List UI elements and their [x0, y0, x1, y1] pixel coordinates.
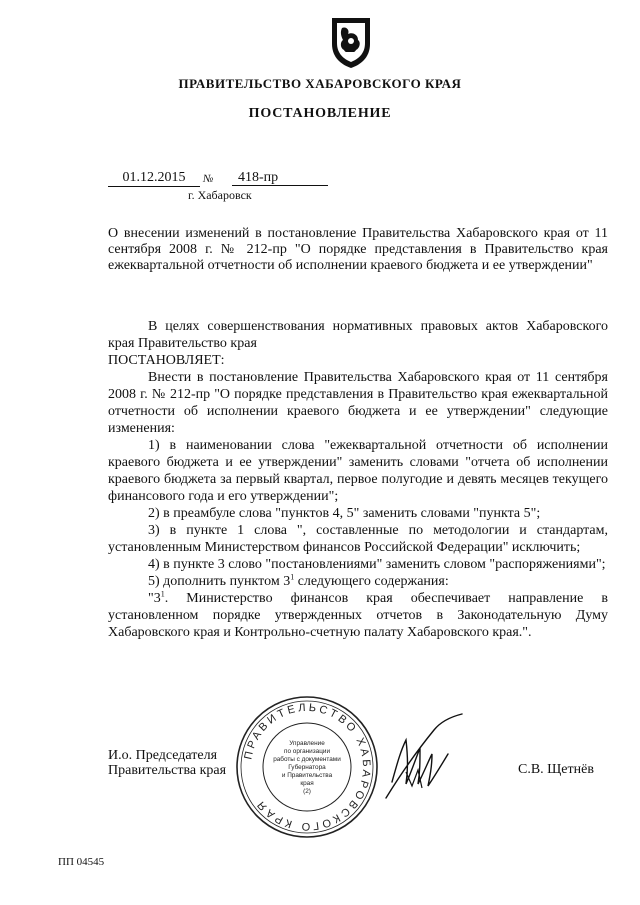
number-sign: №: [203, 173, 214, 185]
signatory-title: [108, 748, 226, 778]
signatory-title-line1: И.о. Председателя: [108, 748, 218, 763]
preamble: В целях совершенствования нормативных правовых актов Хабаровского края Правительство края: [108, 319, 608, 351]
item-2: 2) в преамбуле слова "пунктов 4, 5" заменить словами "пункта 5";: [148, 506, 541, 521]
item-3: 3) в пункте 1 слова ", составленные по методологии и стандартам, установленным Министерством финансов Российской Федерации" исключить;: [108, 523, 608, 555]
signatory-title-line2: Правительства края: [108, 763, 227, 778]
seal-inner-line: работы с документами: [273, 756, 341, 763]
seal-inner-line: и Правительства: [281, 772, 333, 779]
city: г. Хабаровск: [188, 188, 252, 202]
seal-inner-line: (2): [303, 788, 311, 795]
quote-post: . Министерство финансов края обеспечивает направление в установленном порядке утвержденных отчетов в Законодательную Думу Хабаровского края и Контрольно-счетную палату Хабаровского края.".: [108, 591, 608, 640]
item-5-pre: 5) дополнить пунктом 3: [148, 574, 291, 589]
quote-pre: "3: [148, 591, 161, 606]
coat-of-arms-icon: [328, 14, 374, 70]
seal-inner-line: Губернатора: [288, 764, 326, 771]
document-body: [108, 318, 608, 641]
document-subject: О внесении изменений в постановление Правительства Хабаровского края от 11 сентября 2008 г. № 212-пр "О порядке представления в Правительство края ежеквартальной отчетности об исполнении краевого бюджета и ее утверждении": [108, 226, 608, 273]
seal-inner-line: по организации: [283, 748, 331, 755]
seal-inner-line: Управление: [289, 740, 325, 747]
document-code: ПП 04545: [58, 856, 105, 868]
decree-word: ПОСТАНОВЛЯЕТ:: [108, 353, 225, 368]
quote-paragraph: [108, 590, 608, 641]
intro-paragraph: Внести в постановление Правительства Хабаровского края от 11 сентября 2008 г. № 212-пр "О порядке представления в Правительство края ежеквартальной отчетности об исполнении краевого бюджета и ее утверждении" следующие изменения:: [108, 370, 608, 436]
document-type: ПОСТАНОВЛЕНИЕ: [248, 106, 392, 121]
document-number: 418-пр: [232, 170, 328, 186]
seal-inner-line: края: [300, 780, 314, 787]
signatory-name: С.В. Щетнёв: [518, 762, 594, 777]
handwritten-signature: [382, 712, 506, 802]
quote-sup: 1: [160, 589, 165, 599]
seal-outer-text: ПРАВИТЕЛЬСТВО ХАБАРОВСКОГО КРАЯ: [242, 701, 373, 833]
document-date: 01.12.2015: [108, 170, 200, 187]
government-title: ПРАВИТЕЛЬСТВО ХАБАРОВСКОГО КРАЯ: [178, 76, 462, 91]
item-5: [108, 573, 608, 590]
item-1: 1) в наименовании слова "ежеквартальной отчетности об исполнении краевого бюджета и ее утверждении" заменить словами "отчета об исполнении краевого бюджета за первый квартал, первое полугодие и девять месяцев текущего финансового года и его утверждении";: [108, 438, 608, 504]
item-4: 4) в пункте 3 слово "постановлениями" заменить словом "распоряжениями";: [148, 557, 606, 572]
official-seal: [232, 692, 382, 842]
item-5-sup: 1: [290, 572, 295, 582]
item-5-post: следующего содержания:: [294, 574, 449, 589]
